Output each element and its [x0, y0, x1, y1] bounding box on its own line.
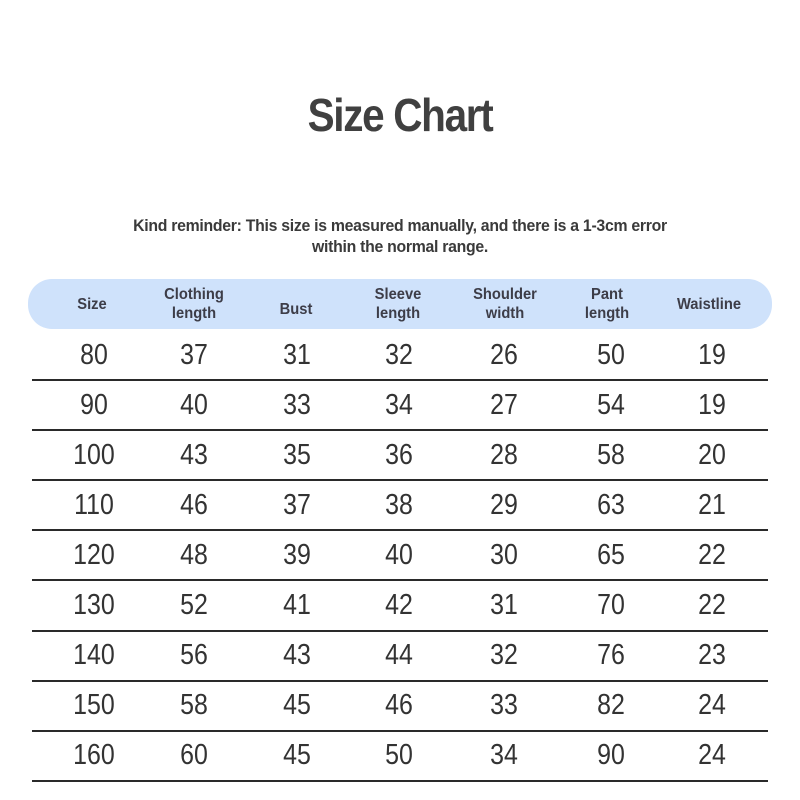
cell-sleeve-length: 38: [385, 488, 413, 521]
cell-size: 160: [73, 739, 115, 772]
table-row: [32, 732, 768, 782]
column-header-size: Size: [77, 295, 107, 313]
cell-sleeve-length: 46: [385, 689, 413, 722]
page-title: Size Chart: [307, 89, 493, 141]
table-row: [32, 331, 768, 381]
column-header-clothing-length: Clothing length: [164, 286, 224, 322]
cell-size: 140: [73, 639, 115, 672]
cell-waistline: 23: [698, 639, 726, 672]
cell-waistline: 19: [698, 388, 726, 421]
cell-pant-length: 82: [597, 689, 625, 722]
column-header-bust: Bust: [279, 300, 313, 318]
cell-pant-length: 50: [597, 338, 625, 371]
cell-waistline: 21: [698, 488, 726, 521]
cell-size: 80: [80, 338, 108, 371]
table-row: [32, 481, 768, 531]
cell-clothing-length: 46: [180, 488, 208, 521]
cell-clothing-length: 56: [180, 639, 208, 672]
table-row: [32, 531, 768, 581]
cell-pant-length: 58: [597, 438, 625, 471]
reminder-line-2: within the normal range.: [311, 237, 489, 256]
cell-pant-length: 90: [597, 739, 625, 772]
cell-sleeve-length: 40: [385, 538, 413, 571]
cell-bust: 31: [283, 338, 311, 371]
cell-clothing-length: 40: [180, 388, 208, 421]
cell-sleeve-length: 42: [385, 589, 413, 621]
table-row: [32, 431, 768, 481]
cell-bust: 39: [283, 538, 311, 571]
cell-pant-length: 76: [597, 639, 625, 672]
cell-clothing-length: 43: [180, 438, 208, 471]
table-header: [28, 279, 772, 329]
cell-shoulder-width: 28: [490, 438, 518, 471]
cell-sleeve-length: 32: [385, 338, 413, 371]
cell-bust: 35: [283, 438, 311, 471]
cell-shoulder-width: 30: [490, 538, 518, 571]
cell-waistline: 24: [698, 689, 726, 722]
cell-waistline: 24: [698, 739, 726, 772]
table-row: [32, 582, 768, 632]
column-header-pant-length: Pant length: [584, 286, 630, 322]
cell-pant-length: 70: [597, 589, 625, 621]
cell-shoulder-width: 32: [490, 639, 518, 672]
table-row: [32, 632, 768, 682]
cell-bust: 43: [283, 639, 311, 672]
cell-waistline: 22: [698, 589, 726, 621]
cell-clothing-length: 58: [180, 689, 208, 722]
cell-pant-length: 54: [597, 388, 625, 421]
kind-reminder-note: [65, 215, 735, 257]
cell-waistline: 19: [698, 338, 726, 371]
cell-shoulder-width: 31: [490, 589, 518, 621]
cell-sleeve-length: 44: [385, 639, 413, 672]
cell-size: 130: [73, 589, 115, 621]
cell-clothing-length: 48: [180, 538, 208, 571]
cell-clothing-length: 52: [180, 589, 208, 621]
cell-sleeve-length: 50: [385, 739, 413, 772]
column-header-sleeve-length: Sleeve length: [374, 286, 422, 322]
cell-bust: 45: [283, 689, 311, 722]
cell-shoulder-width: 26: [490, 338, 518, 371]
row-divider: [32, 780, 768, 782]
cell-waistline: 20: [698, 438, 726, 471]
cell-size: 90: [80, 388, 108, 421]
cell-shoulder-width: 27: [490, 388, 518, 421]
cell-pant-length: 63: [597, 488, 625, 521]
cell-clothing-length: 37: [180, 338, 208, 371]
column-header-waistline: Waistline: [676, 295, 742, 313]
cell-sleeve-length: 34: [385, 388, 413, 421]
column-header-shoulder-width: Shoulder width: [473, 286, 537, 322]
cell-sleeve-length: 36: [385, 438, 413, 471]
cell-size: 100: [73, 438, 115, 471]
cell-shoulder-width: 33: [490, 689, 518, 722]
cell-bust: 41: [283, 589, 311, 621]
cell-shoulder-width: 34: [490, 739, 518, 772]
cell-size: 150: [73, 689, 115, 722]
cell-clothing-length: 60: [180, 739, 208, 772]
cell-bust: 45: [283, 739, 311, 772]
cell-size: 120: [73, 538, 115, 571]
table-row: [32, 381, 768, 431]
cell-bust: 33: [283, 388, 311, 421]
cell-size: 110: [74, 488, 114, 521]
cell-waistline: 22: [698, 538, 726, 571]
table-row: [32, 682, 768, 732]
reminder-line-1: Kind reminder: This size is measured manually, and there is a 1-3cm error: [133, 216, 667, 235]
cell-shoulder-width: 29: [490, 488, 518, 521]
cell-pant-length: 65: [597, 538, 625, 571]
cell-bust: 37: [283, 488, 311, 521]
